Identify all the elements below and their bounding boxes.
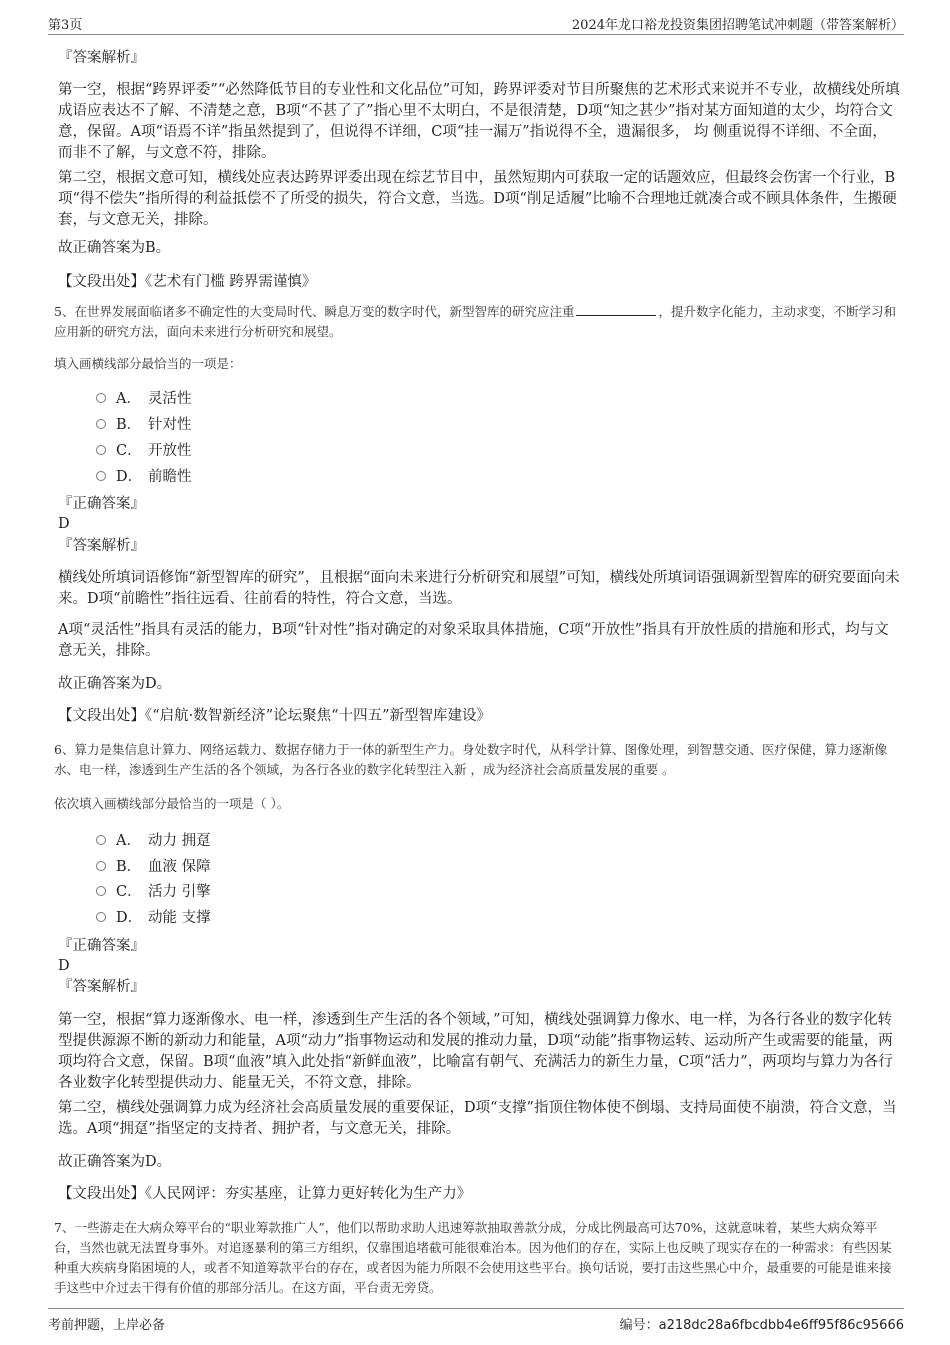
q6-conclusion: 故正确答案为D。 (58, 1154, 172, 1170)
q4-analysis-label: 『答案解析』 (58, 50, 145, 66)
footer-slogan: 考前押题，上岸必备 (48, 1318, 166, 1333)
q5-answer-blank (576, 303, 656, 316)
page-footer (48, 1308, 904, 1333)
q6-analysis-label: 『答案解析』 (58, 979, 145, 995)
radio-icon[interactable] (96, 886, 106, 896)
q7-stem: 7、一些游走在大病众筹平台的“职业筹款推广人”，他们以帮助求助人迅速筹款抽取善款分成，分成比例最高可达70%，这就意味着，某些大病众筹平台，当然也就无法置身事外。对追逐暴利的第三方组织，仅靠围追堵截可能很难治本。因为他们的存在，实际上也反映了现实存在的一种需求：有些因某种重大疾病身陷困境的人，或者不知道筹款平台的存在，或者因为能力所限不会使用这些平台。换句话说，要打击这些黑心中介，最重要的可能是谁来接手这些中介过去干得有价值的那部分活儿。在这方面，平台责无旁贷。 (54, 1220, 892, 1295)
q6-analysis-para1: 第一空，根据“算力逐渐像水、电一样，渗透到生产生活的各个领域，”可知，横线处强调算力像水、电一样，为各行各业的数字化转型提供源源不断的新动力和能量，A项“动力”指事物运动和发展的推动力量，D项“动能”指事物运转、运动所产生或需要的能量，两项均符合文意，保留。B项“血液”填入此处指“新鲜血液”，比喻富有朝气、充满活力的新生力量，C项“活力”，两项均与算力为各行各业数字化转型提供动力、能量无关，不符文意，排除。 (58, 1012, 893, 1091)
q6-analysis-para2: 第二空，横线处强调算力成为经济社会高质量发展的重要保证，D项“支撑”指顶住物体使不倒塌、支持局面使不崩溃，符合文意，当选。A项“拥趸”指坚定的支持者、拥护者，与文意无关，排除。 (58, 1100, 897, 1137)
q6-source: 【文段出处】《人民网评：夯实基座，让算力更好转化为生产力》 (58, 1186, 472, 1202)
q6-option-a[interactable]: A． 动力 拥趸 (96, 831, 211, 851)
q5-correct-label: 『正确答案』 (58, 496, 145, 512)
radio-icon[interactable] (96, 835, 106, 845)
q6-correct-answer: D (58, 958, 70, 974)
q5-analysis-label: 『答案解析』 (58, 538, 145, 554)
radio-icon[interactable] (96, 471, 106, 481)
q5-source: 【文段出处】《“启航·数智新经济”论坛聚焦“十四五”新型智库建设》 (58, 708, 492, 724)
q5-analysis-para1: 横线处所填词语修饰“新型智库的研究”，且根据“面向未来进行分析研究和展望”可知，横线处所填词语强调新型智库的研究要面向未来。D项“前瞻性”指往远看、往前看的特性，符合文意，当选。 (58, 570, 900, 607)
document-title: 2024年龙口裕龙投资集团招聘笔试冲刺题（带答案解析） (571, 18, 904, 33)
q5-option-c[interactable]: C． 开放性 (96, 441, 192, 461)
q6-prompt: 依次填入画横线部分最恰当的一项是（ ）。 (54, 796, 290, 811)
radio-icon[interactable] (96, 912, 106, 922)
document-id: 编号：a218dc28a6fbcdbb4e6ff95f86c95666 (619, 1318, 904, 1333)
q4-analysis-para2: 第二空，根据文意可知，横线处应表达跨界评委出现在综艺节目中，虽然短期内可获取一定的话题效应，但最终会伤害一个行业，B项“得不偿失”指所得的利益抵偿不了所受的损失，符合文意，当选。D项“削足适履”比喻不合理地迁就凑合或不顾具体条件，生搬硬套，与文意无关，排除。 (58, 170, 897, 228)
q5-analysis-para2: A项“灵活性”指具有灵活的能力，B项“针对性”指对确定的对象采取具体措施，C项“开放性”指具有开放性质的措施和形式，均与文意无关，排除。 (58, 622, 889, 659)
q5-stem-part2: ，提升数字化能力，主动求变，不断学习和应用新的研究方法，面向未来进行分析研究和展望。 (54, 304, 896, 339)
q4-conclusion: 故正确答案为B。 (58, 240, 171, 256)
radio-icon[interactable] (96, 861, 106, 871)
q6-option-d[interactable]: D． 动能 支撑 (96, 908, 211, 928)
q5-prompt: 填入画横线部分最恰当的一项是： (54, 356, 242, 371)
q4-source: 【文段出处】《艺术有门槛 跨界需谨慎》 (58, 274, 317, 290)
q6-stem: 6、算力是集信息计算力、网络运载力、数据存储力于一体的新型生产力。身处数字时代，从科学计算、图像处理，到智慧交通、医疗保健，算力逐渐像水、电一样，渗透到生产生活的各个领域，为各行各业的数字化转型注入新 ，成为经济社会高质量发展的重要 。 (54, 742, 887, 777)
radio-icon[interactable] (96, 393, 106, 403)
q6-option-b[interactable]: B． 血液 保障 (96, 857, 211, 877)
q5-stem (54, 302, 900, 342)
q6-option-c[interactable]: C． 活力 引擎 (96, 882, 211, 902)
radio-icon[interactable] (96, 445, 106, 455)
page-number: 第3页 (48, 18, 83, 33)
q5-conclusion: 故正确答案为D。 (58, 676, 172, 692)
q5-option-b[interactable]: B． 针对性 (96, 415, 192, 435)
radio-icon[interactable] (96, 419, 106, 429)
q5-stem-part1: 5、在世界发展面临诸多不确定性的大变局时代、瞬息万变的数字时代，新型智库的研究应注重 (54, 304, 575, 319)
page-header (48, 12, 904, 35)
q5-option-a[interactable]: A． 灵活性 (96, 389, 192, 409)
q4-analysis-para1: 第一空，根据“跨界评委”“必然降低节目的专业性和文化品位”可知，跨界评委对节目所聚焦的艺术形式来说并不专业，故横线处所填成语应表达不了解、不清楚之意，B项“不甚了了”指心里不太明白，不是很清楚，D项“知之甚少”指对某方面知道的太少，均符合文意，保留。A项“语焉不详”指虽然提到了，但说得不详细，C项“挂一漏万”指说得不全，遗漏很多， 均 侧重说得不详细、不全面，而非不了解，与文意不符，排除。 (58, 82, 900, 161)
q5-correct-answer: D (58, 516, 70, 532)
q6-correct-label: 『正确答案』 (58, 938, 145, 954)
q5-option-d[interactable]: D． 前瞻性 (96, 467, 192, 487)
